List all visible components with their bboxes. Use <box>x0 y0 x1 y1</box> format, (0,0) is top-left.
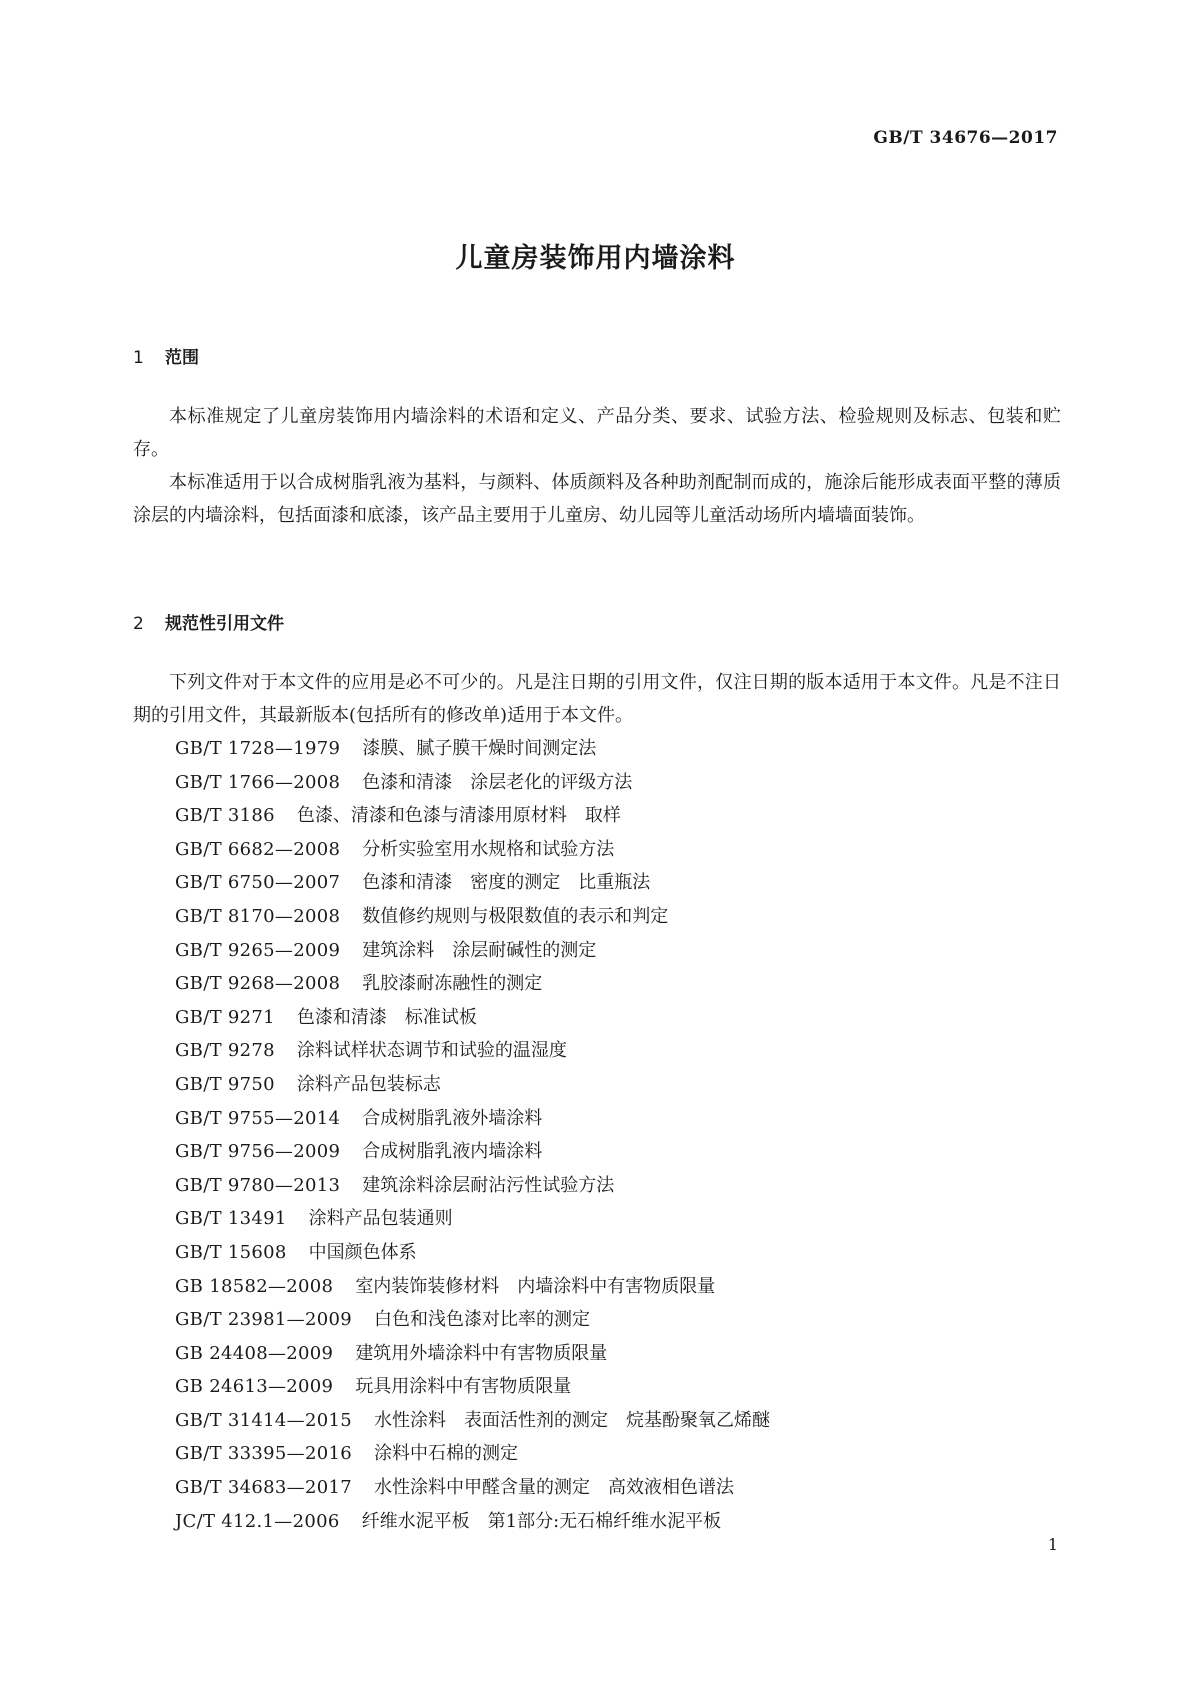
reference-item <box>175 967 770 1001</box>
scope-paragraph-2: 本标准适用于以合成树脂乳液为基料，与颜料、体质颜料及各种助剂配制而成的，施涂后能形成表面平整的薄质涂层的内墙涂料，包括面漆和底漆，该产品主要用于儿童房、幼儿园等儿童活动场所内墙墙面装饰。 <box>133 472 1061 526</box>
reference-item <box>175 1169 770 1203</box>
reference-title: 色漆和清漆 密度的测定 比重瓶法 <box>362 872 651 894</box>
reference-code: GB/T 9780—2013 <box>175 1174 341 1196</box>
section-title: 规范性引用文件 <box>165 614 284 634</box>
reference-title: 建筑涂料 涂层耐碱性的测定 <box>362 939 597 961</box>
reference-code: GB/T 9268—2008 <box>175 973 341 995</box>
reference-title: 白色和浅色漆对比率的测定 <box>373 1309 590 1331</box>
reference-code: GB/T 1728—1979 <box>175 738 341 759</box>
reference-title: 合成树脂乳液外墙涂料 <box>362 1107 543 1129</box>
reference-code: GB/T 8170—2008 <box>175 905 341 927</box>
reference-code: GB/T 9278 <box>175 1040 275 1062</box>
reference-code: GB/T 9271 <box>175 1006 275 1028</box>
reference-item <box>175 1102 770 1136</box>
reference-title: 室内装饰装修材料 内墙涂料中有害物质限量 <box>355 1275 716 1297</box>
reference-title: 色漆、清漆和色漆与清漆用原材料 取样 <box>296 805 621 827</box>
reference-item <box>175 900 770 934</box>
reference-code: GB/T 13491 <box>175 1208 287 1230</box>
reference-item <box>175 732 770 766</box>
reference-code: GB/T 1766—2008 <box>175 771 341 793</box>
reference-item <box>175 766 770 800</box>
standard-code: GB/T 34676—2017 <box>873 128 1058 148</box>
section-1-heading <box>133 343 199 368</box>
reference-item <box>175 1068 770 1102</box>
reference-title: 建筑用外墙涂料中有害物质限量 <box>355 1342 608 1364</box>
reference-title: 纤维水泥平板 第1部分:无石棉纤维水泥平板 <box>361 1510 722 1532</box>
reference-item <box>175 1001 770 1035</box>
reference-code: GB/T 33395—2016 <box>175 1443 352 1465</box>
reference-code: GB/T 6682—2008 <box>175 838 341 860</box>
reference-item <box>175 1471 770 1505</box>
reference-code: JC/T 412.1—2006 <box>175 1510 340 1532</box>
reference-title: 涂料试样状态调节和试验的温湿度 <box>296 1040 567 1062</box>
reference-code: GB/T 9265—2009 <box>175 939 341 961</box>
section-number: 2 <box>133 614 144 634</box>
reference-item <box>175 1337 770 1371</box>
section-2-heading <box>133 609 284 634</box>
reference-title: 涂料中石棉的测定 <box>373 1443 518 1465</box>
document-title: 儿童房装饰用内墙涂料 <box>455 243 736 274</box>
reference-code: GB 18582—2008 <box>175 1275 334 1297</box>
reference-title: 漆膜、腻子膜干燥时间测定法 <box>362 738 597 759</box>
reference-item <box>175 1404 770 1438</box>
reference-item <box>175 799 770 833</box>
reference-title: 数值修约规则与极限数值的表示和判定 <box>362 905 669 927</box>
reference-item <box>175 934 770 968</box>
reference-title: 中国颜色体系 <box>308 1241 417 1263</box>
reference-title: 涂料产品包装标志 <box>296 1073 441 1095</box>
reference-code: GB/T 23981—2009 <box>175 1309 352 1331</box>
reference-item <box>175 833 770 867</box>
reference-item <box>175 1135 770 1169</box>
reference-title: 玩具用涂料中有害物质限量 <box>355 1376 572 1398</box>
reference-code: GB 24613—2009 <box>175 1376 334 1398</box>
reference-item <box>175 1303 770 1337</box>
reference-code: GB/T 6750—2007 <box>175 872 341 894</box>
reference-item <box>175 866 770 900</box>
reference-title: 乳胶漆耐冻融性的测定 <box>362 973 543 995</box>
reference-title: 建筑涂料涂层耐沾污性试验方法 <box>362 1174 615 1196</box>
reference-title: 合成树脂乳液内墙涂料 <box>362 1141 543 1163</box>
reference-title: 色漆和清漆 涂层老化的评级方法 <box>362 771 633 793</box>
reference-title: 分析实验室用水规格和试验方法 <box>362 838 615 860</box>
reference-code: GB/T 31414—2015 <box>175 1409 352 1431</box>
reference-title: 水性涂料中甲醛含量的测定 高效液相色谱法 <box>373 1477 734 1499</box>
reference-list <box>175 732 770 1538</box>
reference-code: GB/T 34683—2017 <box>175 1477 352 1499</box>
reference-code: GB 24408—2009 <box>175 1342 334 1364</box>
reference-item <box>175 1034 770 1068</box>
section-number: 1 <box>133 348 144 368</box>
references-intro-paragraph: 下列文件对于本文件的应用是必不可少的。凡是注日期的引用文件，仅注日期的版本适用于本文件。凡是不注日期的引用文件，其最新版本(包括所有的修改单)适用于本文件。 <box>133 672 1061 726</box>
reference-item <box>175 1236 770 1270</box>
reference-title: 涂料产品包装通则 <box>308 1208 453 1230</box>
reference-title: 色漆和清漆 标准试板 <box>296 1006 477 1028</box>
reference-title: 水性涂料 表面活性剂的测定 烷基酚聚氧乙烯醚 <box>373 1409 770 1431</box>
reference-item <box>175 1505 770 1539</box>
reference-code: GB/T 15608 <box>175 1241 287 1263</box>
reference-code: GB/T 9756—2009 <box>175 1141 341 1163</box>
reference-item <box>175 1202 770 1236</box>
reference-code: GB/T 9755—2014 <box>175 1107 341 1129</box>
reference-item <box>175 1370 770 1404</box>
reference-code: GB/T 9750 <box>175 1073 275 1095</box>
section-title: 范围 <box>165 348 199 368</box>
reference-code: GB/T 3186 <box>175 805 275 827</box>
scope-paragraph-1: 本标准规定了儿童房装饰用内墙涂料的术语和定义、产品分类、要求、试验方法、检验规则及标志、包装和贮存。 <box>133 406 1061 460</box>
reference-item <box>175 1437 770 1471</box>
reference-item <box>175 1270 770 1304</box>
page-number: 1 <box>1047 1535 1058 1554</box>
